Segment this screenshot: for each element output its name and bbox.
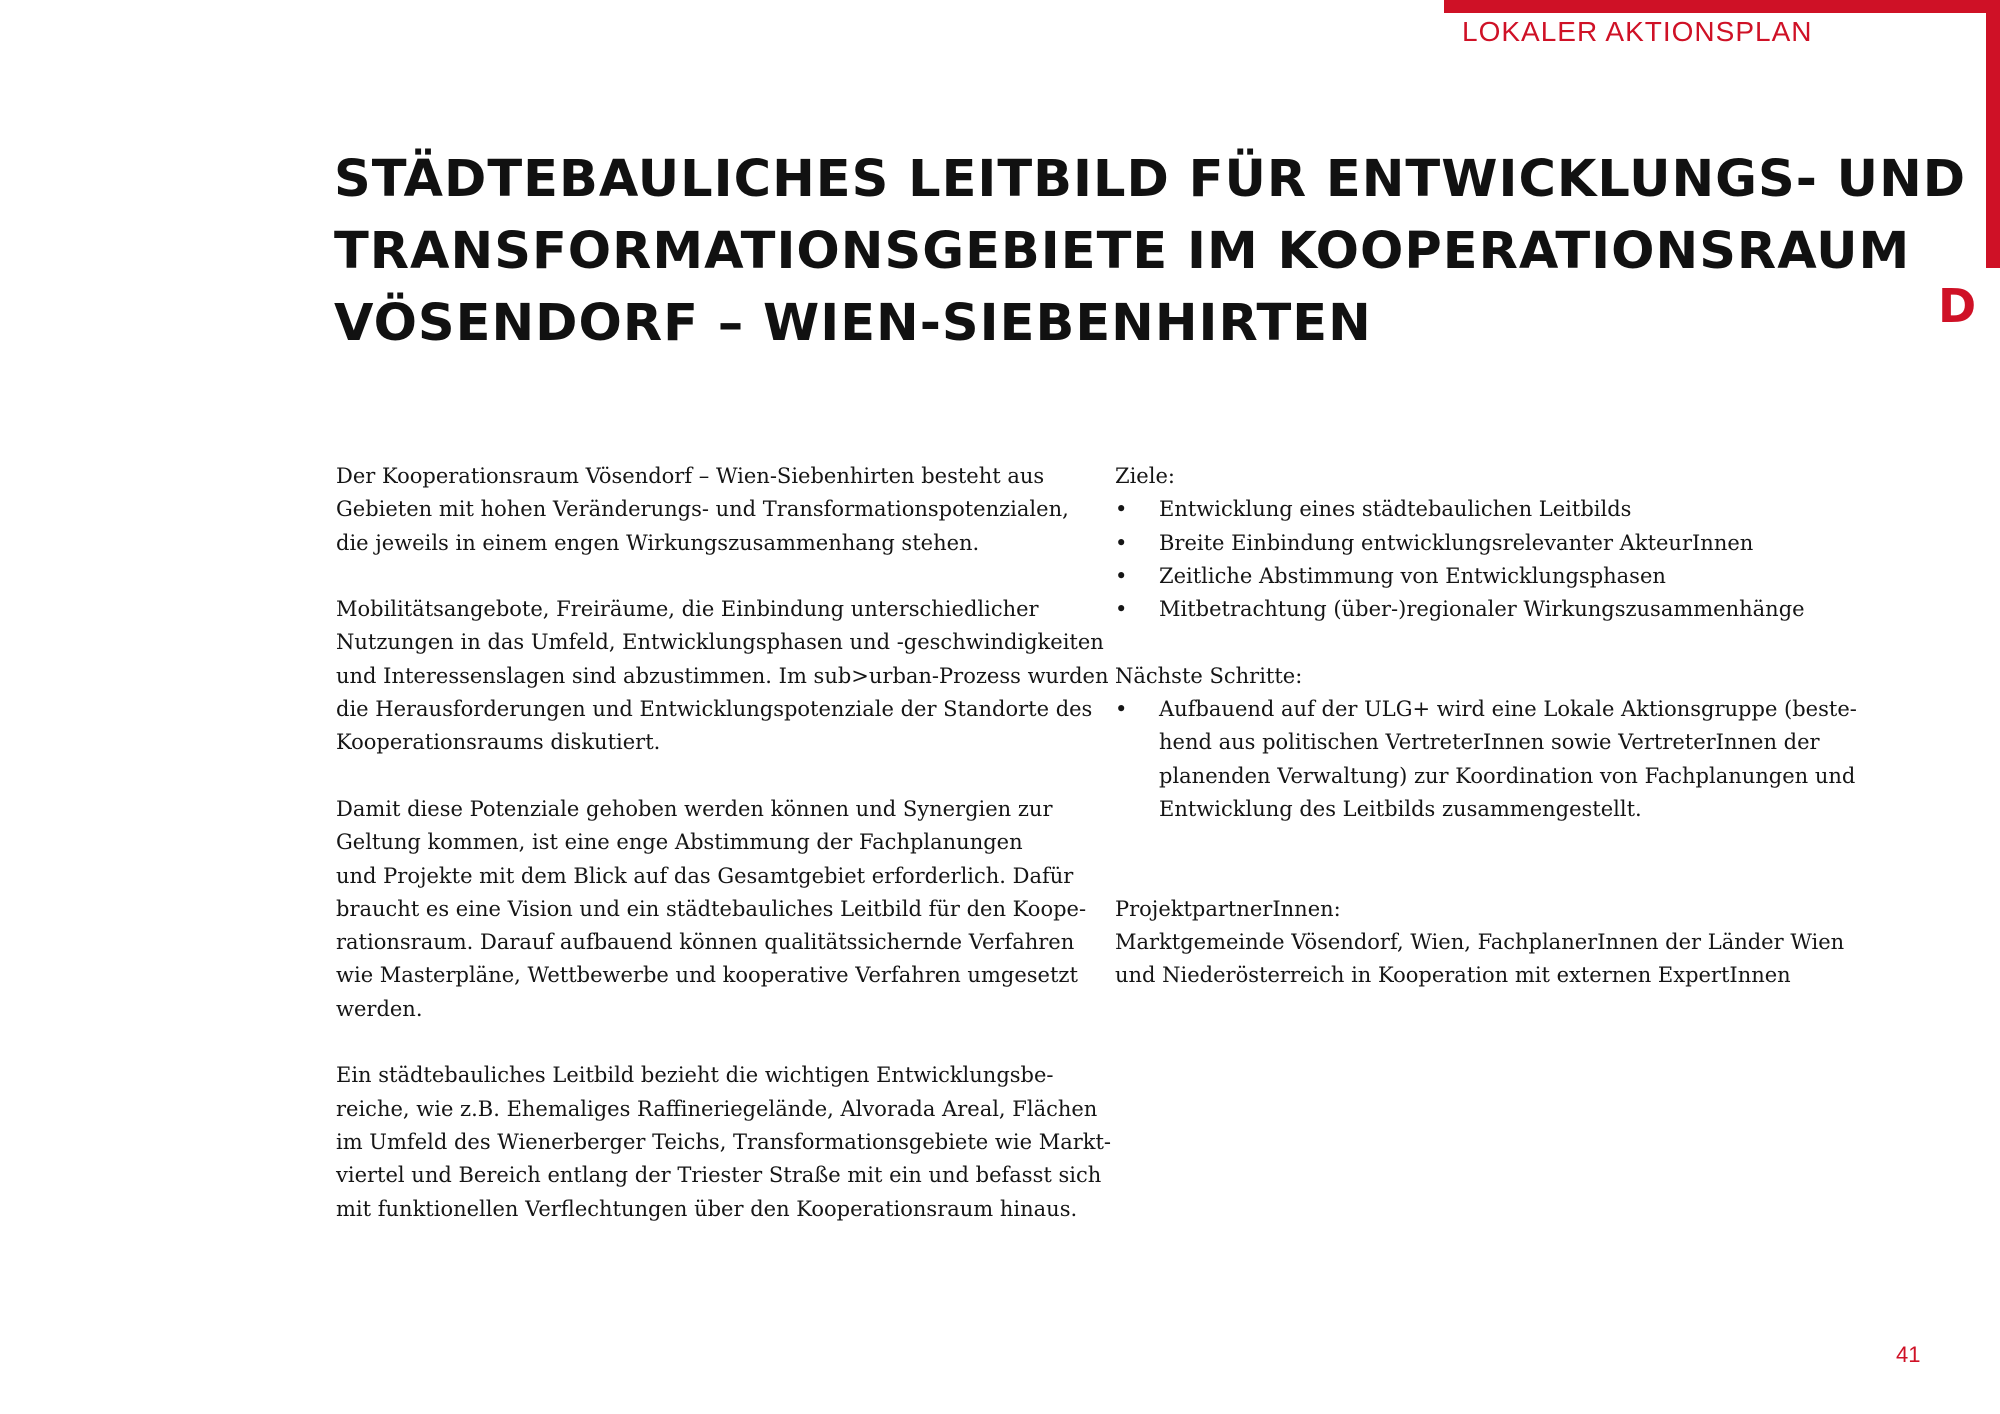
partners-heading: ProjektpartnerInnen: [1115, 896, 1341, 921]
text-line: mit funktionellen Verflechtungen über den Kooperationsraum hinaus. [336, 1196, 1078, 1221]
spacer [1115, 826, 1875, 893]
text-line: im Umfeld des Wienerberger Teichs, Transformationsgebiete wie Markt- [336, 1129, 1112, 1154]
text-line: Damit diese Potenziale gehoben werden können und Synergien zur [336, 796, 1053, 821]
text-line: wie Masterpläne, Wettbewerbe und kooperative Verfahren umgesetzt [336, 963, 1078, 988]
text-line: hend aus politischen VertreterInnen sowie VertreterInnen der [1159, 730, 1820, 755]
goals-heading: Ziele: [1115, 464, 1175, 488]
text-line: die jeweils in einem engen Wirkungszusammenhang stehen. [336, 530, 980, 555]
text-line: planenden Verwaltung) zur Koordination von Fachplanungen und [1159, 763, 1856, 788]
title-line: STÄDTEBAULICHES LEITBILD FÜR ENTWICKLUNGS- UND [334, 150, 1967, 209]
synergies-paragraph [336, 793, 1096, 1026]
text-line: Ein städtebauliches Leitbild bezieht die wichtigen Entwicklungsbe- [336, 1063, 1054, 1088]
text-line: Geltung kommen, ist eine enge Abstimmung der Fachplanungen [336, 830, 1023, 855]
partners-section [1115, 893, 1875, 993]
text-line: • Aufbauend auf der ULG+ wird eine Lokale Aktionsgruppe (beste- [1159, 697, 1857, 722]
section-label: LOKALER AKTIONSPLAN [1462, 16, 1813, 47]
next-steps-heading: Nächste Schritte: [1115, 663, 1303, 688]
goals-list [1115, 493, 1875, 626]
next-steps-section [1115, 660, 1875, 826]
leitbild-paragraph [336, 1059, 1112, 1225]
text-line: braucht es eine Vision und ein städtebauliches Leitbild für den Koope- [336, 896, 1087, 921]
chapter-letter: D [1938, 279, 1977, 333]
list-item [1115, 693, 1875, 826]
text-line: Gebieten mit hohen Veränderungs- und Transformationspotenzialen, [336, 497, 1069, 522]
header-accent-bar [1444, 0, 2000, 13]
mobility-paragraph [336, 593, 1109, 759]
left-text-column [336, 460, 1112, 1259]
text-line: die Herausforderungen und Entwicklungspotenziale der Standorte des [336, 697, 1093, 722]
page-title [334, 144, 1967, 360]
right-text-column [1115, 460, 1875, 993]
title-line: VÖSENDORF – WIEN-SIEBENHIRTEN [334, 294, 1372, 353]
text-line: Kooperationsraums diskutiert. [336, 730, 661, 755]
text-line: • Zeitliche Abstimmung von Entwicklungsphasen [1159, 563, 1666, 588]
title-line: TRANSFORMATIONSGEBIETE IM KOOPERATIONSRAUM [334, 222, 1911, 281]
next-steps-list [1115, 693, 1875, 826]
text-line: Nutzungen in das Umfeld, Entwicklungsphasen und -geschwindigkeiten [336, 630, 1104, 655]
spacer [1115, 626, 1875, 659]
text-line: und Interessenslagen sind abzustimmen. Im sub>urban-Prozess wurden [336, 663, 1109, 688]
text-line: und Niederösterreich in Kooperation mit externen ExpertInnen [1115, 963, 1791, 988]
text-line: • Entwicklung eines städtebaulichen Leitbilds [1159, 497, 1632, 522]
text-line: Entwicklung des Leitbilds zusammengestellt. [1159, 796, 1642, 821]
page-number: 41 [1896, 1342, 1921, 1367]
text-line: viertel und Bereich entlang der Triester Straße mit ein und befasst sich [336, 1163, 1102, 1188]
goals-section [1115, 460, 1875, 626]
list-item [1115, 527, 1875, 560]
text-line: Mobilitätsangebote, Freiräume, die Einbindung unterschiedlicher [336, 597, 1039, 622]
intro-paragraph [336, 460, 1096, 560]
text-line: Der Kooperationsraum Vösendorf – Wien-Siebenhirten besteht aus [336, 464, 1045, 488]
text-line: • Breite Einbindung entwicklungsrelevanter AkteurInnen [1159, 530, 1754, 555]
text-line: Marktgemeinde Vösendorf, Wien, FachplanerInnen der Länder Wien [1115, 930, 1845, 955]
text-line: und Projekte mit dem Blick auf das Gesamtgebiet erforderlich. Dafür [336, 863, 1074, 888]
text-line: • Mitbetrachtung (über-)regionaler Wirkungszusammenhänge [1159, 597, 1805, 622]
text-line: reiche, wie z.B. Ehemaliges Raffineriegelände, Alvorada Areal, Flächen [336, 1096, 1098, 1121]
list-item [1115, 493, 1875, 526]
text-line: rationsraum. Darauf aufbauend können qualitätssichernde Verfahren [336, 930, 1075, 955]
text-line: werden. [336, 996, 423, 1021]
chapter-side-bar [1986, 0, 2000, 268]
list-item [1115, 560, 1875, 593]
list-item [1115, 593, 1875, 626]
